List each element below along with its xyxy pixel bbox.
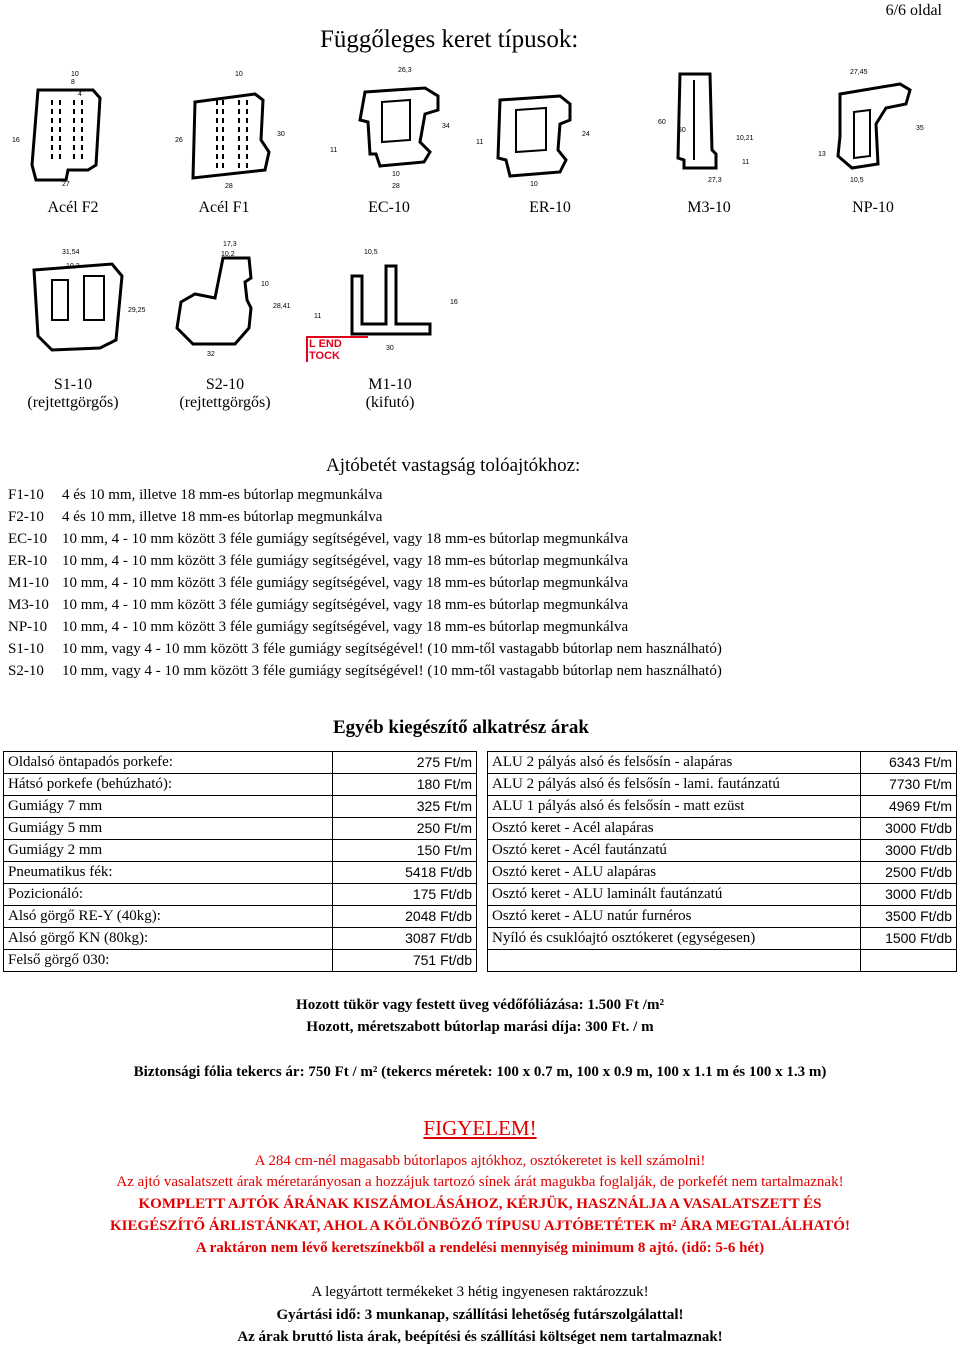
svg-text:30: 30 <box>386 345 394 352</box>
table-row <box>488 862 957 884</box>
profile-label-er-10: ER-10 <box>529 199 571 216</box>
item-name: Hátsó porkefe (behúzható): <box>4 774 333 796</box>
table-row <box>488 796 957 818</box>
table-row <box>4 950 477 972</box>
item-name: Alsó görgő RE-Y (40kg): <box>4 906 333 928</box>
svg-text:10,21: 10,21 <box>736 135 754 142</box>
page-number: 6/6 oldal <box>885 2 942 19</box>
svg-text:11: 11 <box>314 313 322 320</box>
thickness-row: F1-10 4 és 10 mm, illetve 18 mm-es bútorlap megmunkálva <box>8 487 383 503</box>
footer-production-note: Gyártási idő: 3 munkanap, szállítási lehetőség futárszolgálattal! <box>276 1307 684 1323</box>
item-price: 2500 Ft/db <box>861 862 957 884</box>
item-price: 7730 Ft/m <box>861 774 957 796</box>
svg-text:16: 16 <box>12 137 20 144</box>
item-price <box>861 950 957 972</box>
item-price: 1500 Ft/db <box>861 928 957 950</box>
svg-text:10: 10 <box>235 71 243 78</box>
s1-10-profile-drawing <box>12 240 146 360</box>
svg-text:28: 28 <box>392 183 400 190</box>
right-price-table <box>487 751 957 972</box>
page-title: Függőleges keret típusok: <box>320 26 579 53</box>
item-name: Pozicionáló: <box>4 884 333 906</box>
left-price-table <box>3 751 477 972</box>
item-price: 3000 Ft/db <box>861 818 957 840</box>
svg-text:16: 16 <box>450 299 458 306</box>
warning-heading: FIGYELEM! <box>423 1116 537 1140</box>
svg-text:10,2: 10,2 <box>66 263 80 270</box>
item-name: ALU 2 pályás alsó és felsősín - lami. fautánzatú <box>488 774 861 796</box>
parts-section-title: Egyéb kiegészítő alkatrész árak <box>333 717 589 738</box>
svg-text:10,5: 10,5 <box>364 249 378 256</box>
item-price: 150 Ft/m <box>333 840 477 862</box>
profile-label-ec-10: EC-10 <box>368 199 410 216</box>
safety-foil-note: Biztonsági fólia tekercs ár: 750 Ft / m² (tekercs méretek: 100 x 0.7 m, 100 x 0.9 m, 100 x 1.1 m és 100 x 1.3 m) <box>133 1064 827 1080</box>
thickness-row: NP-10 10 mm, 4 - 10 mm között 3 féle gumiágy segítségével, vagy 18 mm-es bútorlap megmunkálva <box>8 619 629 635</box>
thickness-row: M1-10 10 mm, 4 - 10 mm között 3 féle gumiágy segítségével, vagy 18 mm-es bútorlap megmunkálva <box>8 575 629 591</box>
thickness-row: F2-10 4 és 10 mm, illetve 18 mm-es bútorlap megmunkálva <box>8 509 383 525</box>
item-name <box>488 950 861 972</box>
svg-text:11: 11 <box>742 159 750 166</box>
svg-text:27,45: 27,45 <box>850 69 868 76</box>
item-price: 250 Ft/m <box>333 818 477 840</box>
svg-text:60: 60 <box>658 119 666 126</box>
item-name: Oldalsó öntapadós porkefe: <box>4 752 333 774</box>
item-price: 175 Ft/db <box>333 884 477 906</box>
item-name: Gumiágy 2 mm <box>4 840 333 862</box>
svg-text:30: 30 <box>277 131 285 138</box>
item-name: Pneumatikus fék: <box>4 862 333 884</box>
stock-badge-bar <box>306 336 308 362</box>
profile-label-acel-f1: Acél F1 <box>198 199 250 216</box>
svg-text:10: 10 <box>261 281 269 288</box>
table-row <box>4 818 477 840</box>
s2-10-profile-drawing <box>165 238 295 358</box>
item-name: ALU 2 pályás alsó és felsősín - alapáras <box>488 752 861 774</box>
table-row <box>4 796 477 818</box>
item-name: Osztó keret - ALU natúr furnéros <box>488 906 861 928</box>
er-10-profile-drawing <box>470 80 600 190</box>
svg-text:11: 11 <box>476 139 484 146</box>
profile-label-s1-10: S1-10 (rejtettgörgős) <box>27 376 119 411</box>
item-price: 275 Ft/m <box>333 752 477 774</box>
svg-text:24: 24 <box>582 131 590 138</box>
table-row <box>4 774 477 796</box>
item-name: Osztó keret - ALU laminált fautánzatú <box>488 884 861 906</box>
np-10-profile-drawing <box>810 64 940 189</box>
thickness-row: EC-10 10 mm, 4 - 10 mm között 3 féle gumiágy segítségével, vagy 18 mm-es bútorlap megmunkálva <box>8 531 629 547</box>
item-name: Nyíló és csuklóajtó osztókeret (egységesen) <box>488 928 861 950</box>
svg-text:10: 10 <box>530 181 538 188</box>
table-row <box>488 884 957 906</box>
table-row <box>4 884 477 906</box>
svg-text:17,3: 17,3 <box>223 241 237 248</box>
svg-text:4: 4 <box>78 91 82 98</box>
table-row <box>4 840 477 862</box>
thickness-row: M3-10 10 mm, 4 - 10 mm között 3 féle gumiágy segítségével, vagy 18 mm-es bútorlap megmunkálva <box>8 597 629 613</box>
footer-storage-note: A legyártott termékeket 3 hétig ingyenesen raktározzuk! <box>311 1284 649 1300</box>
thickness-row: S2-10 10 mm, vagy 4 - 10 mm között 3 féle gumiágy segítségével! (10 mm-től vastagabb bútorlap nem használható) <box>8 663 722 679</box>
svg-text:34: 34 <box>442 123 450 130</box>
item-name: ALU 1 pályás alsó és felsősín - matt ezüst <box>488 796 861 818</box>
warning-line: Az ajtó vasalatszett árak méretarányosan a hozzájuk tartozó sínek árát magukba foglalják, de porkefét nem tartalmaznak! <box>116 1174 844 1190</box>
item-price: 3000 Ft/db <box>861 840 957 862</box>
table-row <box>488 906 957 928</box>
table-row <box>4 906 477 928</box>
panel-cut-note: Hozott, méretszabott bútorlap marási díja: 300 Ft. / m <box>306 1019 654 1035</box>
profile-label-m3-10: M3-10 <box>687 199 731 216</box>
svg-text:28,41: 28,41 <box>273 303 291 310</box>
svg-text:50: 50 <box>678 127 686 134</box>
mirror-foil-note: Hozott tükör vagy festett üveg védőfóliázása: 1.500 Ft /m² <box>296 997 664 1013</box>
item-name: Gumiágy 7 mm <box>4 796 333 818</box>
profile-label-s2-10: S2-10 (rejtettgörgős) <box>179 376 271 411</box>
footer-price-note: Az árak bruttó lista árak, beépítési és szállítási költséget nem tartalmaznak! <box>237 1329 723 1345</box>
svg-text:35: 35 <box>916 125 924 132</box>
table-row <box>488 818 957 840</box>
svg-text:28: 28 <box>225 183 233 190</box>
table-row <box>488 752 957 774</box>
svg-text:8: 8 <box>71 79 75 86</box>
item-price: 6343 Ft/m <box>861 752 957 774</box>
item-price: 3000 Ft/db <box>861 884 957 906</box>
warning-line: KOMPLETT AJTÓK ÁRÁNAK KISZÁMOLÁSÁHOZ, KÉRJÜK, HASZNÁLJA A VASALATSZETT ÉS <box>138 1196 822 1212</box>
svg-text:10,5: 10,5 <box>850 177 864 184</box>
item-name: Osztó keret - ALU alapáras <box>488 862 861 884</box>
item-name: Osztó keret - Acél alapáras <box>488 818 861 840</box>
stock-badge: L END TOCK <box>309 338 371 362</box>
item-price: 3500 Ft/db <box>861 906 957 928</box>
warning-line: KIEGÉSZÍTŐ ÁRLISTÁNKAT, AHOL A KÖLÖNBÖZŐ TÍPUSU AJTÓBETÉTEK m² ÁRA MEGTALÁLHATÓ! <box>110 1218 850 1234</box>
item-name: Felső görgő 030: <box>4 950 333 972</box>
item-price: 4969 Ft/m <box>861 796 957 818</box>
profile-label-np-10: NP-10 <box>852 199 894 216</box>
item-price: 180 Ft/m <box>333 774 477 796</box>
svg-text:29,25: 29,25 <box>128 307 146 314</box>
thickness-section-title: Ajtóbetét vastagság tolóajtókhoz: <box>326 455 581 476</box>
svg-text:10,2: 10,2 <box>221 251 235 258</box>
item-price: 2048 Ft/db <box>333 906 477 928</box>
table-row <box>488 950 957 972</box>
item-price: 5418 Ft/db <box>333 862 477 884</box>
item-name: Osztó keret - Acél fautánzatú <box>488 840 861 862</box>
table-row <box>488 774 957 796</box>
svg-text:27: 27 <box>62 181 70 188</box>
warning-line: A 284 cm-nél magasabb bútorlapos ajtókhoz, osztókeretet is kell számolni! <box>254 1153 706 1169</box>
acel-f2-profile-drawing <box>8 70 128 190</box>
thickness-row: S1-10 10 mm, vagy 4 - 10 mm között 3 féle gumiágy segítségével! (10 mm-től vastagabb bútorlap nem használható) <box>8 641 722 657</box>
table-row <box>488 928 957 950</box>
acel-f1-profile-drawing <box>165 70 295 190</box>
svg-text:11: 11 <box>330 147 338 154</box>
svg-text:10: 10 <box>71 71 79 78</box>
item-price: 751 Ft/db <box>333 950 477 972</box>
item-price: 3087 Ft/db <box>333 928 477 950</box>
table-row <box>4 752 477 774</box>
table-row <box>4 928 477 950</box>
thickness-row: ER-10 10 mm, 4 - 10 mm között 3 féle gumiágy segítségével, vagy 18 mm-es bútorlap megmunkálva <box>8 553 629 569</box>
profile-label-acel-f2: Acél F2 <box>47 199 99 216</box>
profile-label-m1-10: M1-10 (kifutó) <box>365 376 415 411</box>
table-row <box>4 862 477 884</box>
ec-10-profile-drawing <box>320 62 460 192</box>
table-row <box>488 840 957 862</box>
svg-text:10: 10 <box>392 171 400 178</box>
item-name: Alsó görgő KN (80kg): <box>4 928 333 950</box>
svg-text:31,54: 31,54 <box>62 249 80 256</box>
item-name: Gumiágy 5 mm <box>4 818 333 840</box>
svg-text:26,3: 26,3 <box>398 67 412 74</box>
item-price: 325 Ft/m <box>333 796 477 818</box>
m3-10-profile-drawing <box>650 64 770 189</box>
svg-text:27,3: 27,3 <box>708 177 722 184</box>
warning-line: A raktáron nem lévő keretszínekből a rendelési mennyiség minimum 8 ajtó. (idő: 5-6 hét) <box>195 1240 765 1256</box>
svg-text:26: 26 <box>175 137 183 144</box>
svg-text:13: 13 <box>818 151 826 158</box>
svg-text:32: 32 <box>207 351 215 358</box>
